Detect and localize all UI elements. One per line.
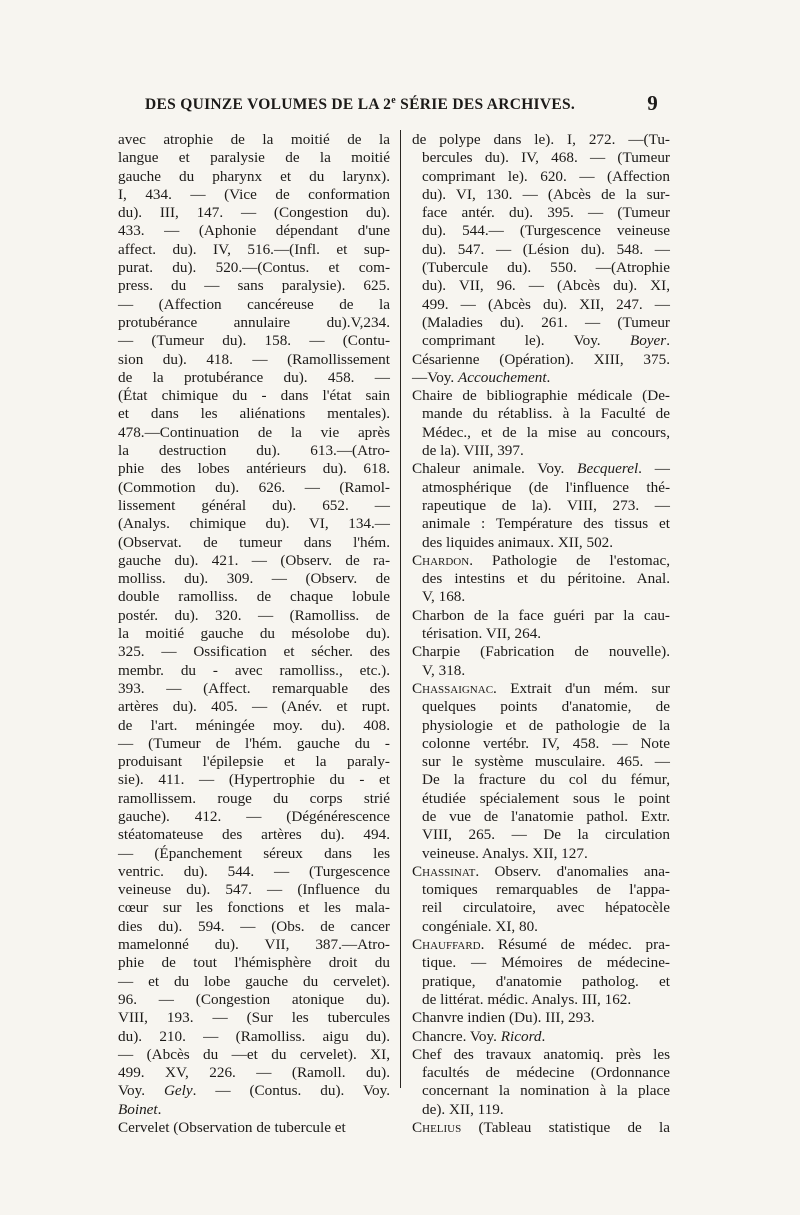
- right-line: des liquides animaux. XII, 502.: [422, 533, 614, 551]
- right-line: Chassaignac. Extrait d'un mém. sur: [412, 679, 670, 697]
- left-line: dies du). 594. — (Obs. de cancer: [118, 917, 390, 935]
- right-line: facultés de médecine (Ordonnance: [422, 1064, 670, 1082]
- left-line: I, 434. — (Vice de conformation: [118, 185, 390, 203]
- right-line: Charbon de la face guéri par la cau-: [412, 606, 670, 624]
- left-line: du). 210. — (Ramolliss. aigu du).: [118, 1027, 390, 1045]
- left-line: sion du). 418. — (Ramollissement: [118, 350, 390, 368]
- right-line: concernant la nomination à la place: [422, 1082, 670, 1100]
- right-line: tique. — Mémoires de médecine-: [422, 954, 670, 972]
- right-line: tomiques remarquables de l'appa-: [422, 881, 670, 899]
- right-line: Chaire de bibliographie médicale (De-: [412, 387, 670, 405]
- right-line: atmosphérique (de l'influence thé-: [422, 478, 670, 496]
- right-line: Chaleur animale. Voy. Becquerel. —: [412, 460, 670, 478]
- left-line: langue et paralysie de la moitié: [118, 149, 390, 167]
- left-line: de l'art. méningée moy. du). 408.: [118, 716, 390, 734]
- right-line: Médec., et de la mise au concours,: [422, 423, 670, 441]
- right-line: physiologie et de pathologie de la: [422, 716, 670, 734]
- right-line: de littérat. médic. Analys. III, 162.: [422, 990, 632, 1008]
- left-line: veineuse du). 547. — (Influence du: [118, 881, 390, 899]
- right-line: 499. — (Abcès du). XII, 247. —: [422, 295, 670, 313]
- left-line: 325. — Ossification et sécher. des: [118, 643, 390, 661]
- right-line: sur le système musculaire. 465. —: [422, 753, 670, 771]
- right-line: Chanvre indien (Du). III, 293.: [412, 1009, 595, 1027]
- left-line: Cervelet (Observation de tubercule et: [118, 1119, 346, 1137]
- left-line: 499. XV, 226. — (Ramoll. du).: [118, 1064, 390, 1082]
- right-line: VIII, 265. — De la circulation: [422, 826, 670, 844]
- right-line: de polype dans le). I, 272. —(Tu-: [412, 131, 670, 148]
- right-line: térisation. VII, 264.: [422, 625, 542, 643]
- right-line: du). VI, 130. — (Abcès de la sur-: [422, 185, 670, 203]
- left-line: phie des lobes antérieurs du). 618.: [118, 460, 390, 478]
- left-line: postér. du). 320. — (Ramolliss. de: [118, 606, 390, 624]
- running-header: [145, 91, 658, 115]
- left-line: produisant l'épilepsie et la paraly-: [118, 753, 390, 771]
- left-line: gauche). 412. — (Dégénérescence: [118, 807, 390, 825]
- left-line: stéatomateuse des artères du). 494.: [118, 826, 390, 844]
- right-line: comprimant le). Voy. Boyer.: [422, 332, 670, 350]
- left-line: gauche du). 421. — (Observ. de ra-: [118, 551, 390, 569]
- left-line: double ramolliss. de chaque lobule: [118, 588, 390, 606]
- right-line: (Maladies du). 261. — (Tumeur: [422, 313, 670, 331]
- left-line: la destruction du). 613.—(Atro-: [118, 442, 390, 460]
- right-line: de). XII, 119.: [422, 1100, 504, 1118]
- right-line: Chardon. Pathologie de l'estomac,: [412, 551, 670, 569]
- right-line: étudiée spécialement sous le point: [422, 789, 670, 807]
- right-line: bercules du). IV, 468. — (Tumeur: [422, 149, 670, 167]
- right-line: pratique, d'anatomie patholog. et: [422, 972, 670, 990]
- left-line: 433. — (Aphonie dépendant d'une: [118, 222, 390, 240]
- left-line: phie de tout l'hémisphère droit du: [118, 954, 390, 972]
- left-line: 96. — (Congestion atonique du).: [118, 990, 390, 1008]
- left-line: — (Épanchement séreux dans les: [118, 844, 390, 862]
- left-line: — (Tumeur du). 158. — (Contu-: [118, 332, 390, 350]
- right-line: du). 544.— (Turgescence veineuse: [422, 222, 670, 240]
- right-line: rapeutique de la). VIII, 273. —: [422, 496, 670, 514]
- right-line: animale : Température des tissus et: [422, 515, 670, 533]
- right-line: du). 547. — (Lésion du). 548. —: [422, 240, 670, 258]
- right-line: Chassinat. Observ. d'anomalies ana-: [412, 862, 670, 880]
- left-line: de la protubérance du). 458. —: [118, 368, 390, 386]
- left-line: sie). 411. — (Hypertrophie du - et: [118, 771, 390, 789]
- right-line: congéniale. XI, 80.: [422, 917, 538, 935]
- left-line: cœur sur les fonctions et les mala-: [118, 899, 390, 917]
- left-line: la moitié gauche du mésolobe du).: [118, 625, 390, 643]
- left-line: — (Tumeur de l'hém. gauche du -: [118, 734, 390, 752]
- right-line: De la fracture du col du fémur,: [422, 771, 670, 789]
- right-line: Chauffard. Résumé de médec. pra-: [412, 936, 670, 954]
- right-line: quelques points d'anatomie, de: [422, 698, 670, 716]
- left-line: du). III, 147. — (Congestion du).: [118, 204, 390, 222]
- right-line: Charpie (Fabrication de nouvelle).: [412, 643, 670, 661]
- right-line: colonne vertébr. IV, 458. — Note: [422, 734, 670, 752]
- column-divider: [400, 130, 401, 1088]
- right-line: de vue de l'anatomie pathol. Extr.: [422, 807, 670, 825]
- left-line: molliss. du). 309. — (Observ. de: [118, 570, 390, 588]
- right-line: reil circulatoire, avec hépatocèle: [422, 899, 670, 917]
- left-line: mamelonné du). VII, 387.—Atro-: [118, 936, 390, 954]
- right-line: du). VII, 96. — (Abcès du). XI,: [422, 277, 670, 295]
- right-line: Chelius (Tableau statistique de la: [412, 1119, 670, 1137]
- left-line: protubérance annulaire du).V,234.: [118, 313, 390, 331]
- header-title: DES QUINZE VOLUMES DE LA 2e SÉRIE DES ARCHIVES.: [145, 95, 576, 114]
- right-line: de la). VIII, 397.: [422, 442, 524, 460]
- left-line: (État chimique du - dans l'état sain: [118, 387, 390, 405]
- right-line: des intestins et du péritoine. Anal.: [422, 570, 670, 588]
- index-column-left: [118, 131, 390, 1137]
- left-line: VIII, 193. — (Sur les tubercules: [118, 1009, 390, 1027]
- left-line: — et du lobe gauche du cervelet).: [118, 972, 390, 990]
- left-line: 393. — (Affect. remarquable des: [118, 679, 390, 697]
- left-line: lissement général du). 652. —: [118, 496, 390, 514]
- left-line: press. du — sans paralysie). 625.: [118, 277, 390, 295]
- right-line: Chancre. Voy. Ricord.: [412, 1027, 546, 1045]
- left-line: membr. du - avec ramolliss., etc.).: [118, 661, 390, 679]
- left-line: (Commotion du). 626. — (Ramol-: [118, 478, 390, 496]
- left-line: 478.—Continuation de la vie après: [118, 423, 390, 441]
- left-line: purat. du). 520.—(Contus. et com-: [118, 259, 390, 277]
- left-line: avec atrophie de la moitié de la: [118, 131, 390, 148]
- left-line: ramollissem. rouge du corps strié: [118, 789, 390, 807]
- right-line: Césarienne (Opération). XIII, 375.: [412, 350, 670, 368]
- right-line: face antér. du). 395. — (Tumeur: [422, 204, 670, 222]
- left-line: Boinet.: [118, 1100, 162, 1118]
- left-line: affect. du). IV, 516.—(Infl. et sup-: [118, 240, 390, 258]
- left-line: artères du). 405. — (Anév. et rupt.: [118, 698, 390, 716]
- left-line: et dans les aliénations mentales).: [118, 405, 390, 423]
- right-line: veineuse. Analys. XII, 127.: [422, 844, 588, 862]
- index-column-right: [412, 131, 670, 1137]
- right-line: —Voy. Accouchement.: [412, 368, 551, 386]
- left-line: (Observat. de tumeur dans l'hém.: [118, 533, 390, 551]
- right-line: V, 168.: [422, 588, 466, 606]
- left-line: — (Abcès du —et du cervelet). XI,: [118, 1045, 390, 1063]
- right-line: V, 318.: [422, 661, 466, 679]
- right-line: (Tubercule du). 550. —(Atrophie: [422, 259, 670, 277]
- left-line: gauche du pharynx et du larynx).: [118, 167, 390, 185]
- left-line: — (Affection cancéreuse de la: [118, 295, 390, 313]
- right-line: Chef des travaux anatomiq. près les: [412, 1045, 670, 1063]
- left-line: (Analys. chimique du). VI, 134.—: [118, 515, 390, 533]
- right-line: mande du rétabliss. à la Faculté de: [422, 405, 670, 423]
- page-number: 9: [647, 91, 658, 115]
- right-line: comprimant le). 620. — (Affection: [422, 167, 670, 185]
- left-line: ventric. du). 544. — (Turgescence: [118, 862, 390, 880]
- left-line: Voy. Gely. — (Contus. du). Voy.: [118, 1082, 390, 1100]
